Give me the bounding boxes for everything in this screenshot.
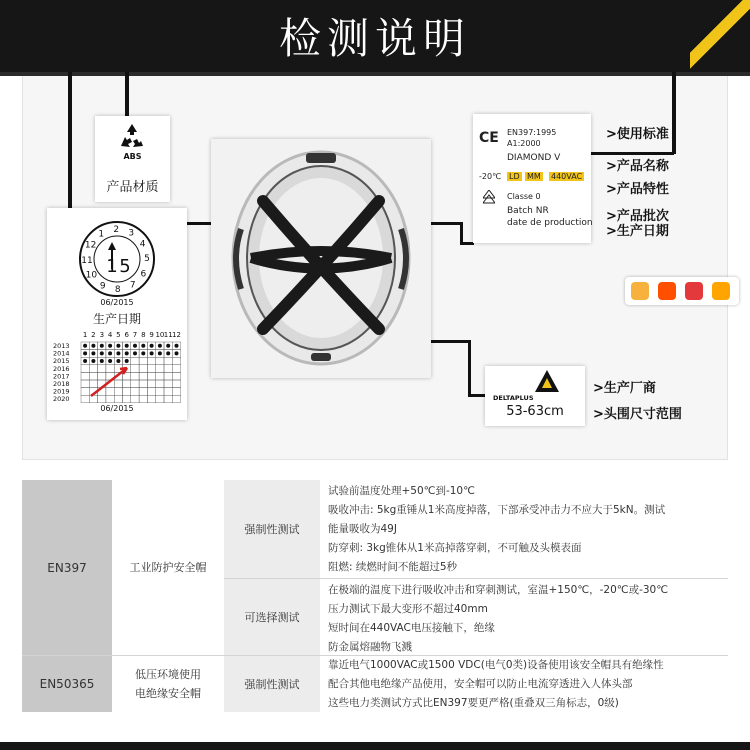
standard-cell: EN50365 bbox=[22, 656, 112, 712]
grid-cell bbox=[172, 380, 180, 388]
grid-cell bbox=[164, 380, 172, 388]
grid-cell bbox=[89, 395, 97, 403]
grid-year-label: 2017 bbox=[53, 372, 70, 381]
desc-line: 短时间在440VAC电压接触下，绝缘 bbox=[328, 622, 495, 634]
connector-line bbox=[468, 394, 486, 397]
grid-cell bbox=[156, 380, 164, 388]
test-type-cell: 强制性测试 bbox=[224, 656, 320, 712]
grid-cell bbox=[89, 372, 97, 380]
grid-dot bbox=[141, 351, 145, 355]
grid-cell bbox=[123, 380, 131, 388]
standard-cell: EN397 bbox=[22, 480, 112, 655]
grid-dot bbox=[83, 351, 87, 355]
desc-line: 靠近电气1000VAC或1500 VDC(电气0类)设备使用该安全帽具有绝缘性 bbox=[328, 659, 664, 671]
material-caption: 产品材质 bbox=[106, 180, 159, 195]
desc-line: 吸收冲击: 5kg重锤从1米高度掉落，下部承受冲击力不应大于5kN。测试 bbox=[328, 504, 666, 516]
grid-month-label: 12 bbox=[172, 331, 181, 339]
test-desc-cell bbox=[320, 480, 728, 578]
annotation-maker: >生产厂商 bbox=[593, 381, 656, 396]
grid-dot bbox=[125, 344, 129, 348]
annotation-batch: >产品批次 bbox=[606, 209, 669, 224]
grid-dot bbox=[116, 351, 120, 355]
product-type-line: 电绝缘安全帽 bbox=[135, 687, 201, 700]
grid-cell bbox=[98, 395, 106, 403]
grid-year-label: 2020 bbox=[53, 395, 70, 404]
grid-cell bbox=[164, 395, 172, 403]
grid-dot bbox=[175, 351, 179, 355]
dial-number: 2 bbox=[113, 225, 120, 235]
annotation-feature: >产品特性 bbox=[606, 182, 669, 197]
desc-line: 阻燃: 续燃时间不能超过5秒 bbox=[328, 561, 458, 573]
grid-cell bbox=[114, 388, 122, 396]
grid-cell bbox=[172, 388, 180, 396]
test-desc-cell bbox=[320, 656, 728, 712]
dial-date-text: 06/2015 bbox=[100, 298, 134, 307]
grid-month-label: 3 bbox=[99, 331, 105, 339]
brand-card bbox=[485, 366, 585, 426]
dial-number: 7 bbox=[129, 280, 136, 291]
connector-line bbox=[468, 340, 471, 396]
grid-dot bbox=[158, 351, 162, 355]
page-title: 检测说明 bbox=[278, 14, 471, 63]
material-card bbox=[95, 116, 170, 202]
tmall-icon[interactable] bbox=[685, 282, 703, 300]
deltaplus-logo-icon bbox=[535, 370, 559, 396]
date-dial bbox=[77, 220, 157, 302]
annotation-size: >头围尺寸范围 bbox=[593, 407, 682, 422]
grid-dot bbox=[150, 344, 154, 348]
material-code: ABS bbox=[123, 152, 142, 161]
label-ld: LD bbox=[509, 172, 520, 181]
ce-mark: CE bbox=[479, 130, 499, 146]
grid-cell bbox=[139, 357, 147, 365]
desc-line: 能量吸收为49J bbox=[328, 523, 397, 535]
grid-dot bbox=[141, 344, 145, 348]
product-type-cell bbox=[112, 656, 224, 712]
grid-cell bbox=[89, 380, 97, 388]
grid-cell bbox=[139, 380, 147, 388]
grid-cell bbox=[81, 365, 89, 373]
grid-cell bbox=[172, 357, 180, 365]
grid-dot bbox=[166, 344, 170, 348]
grid-dot bbox=[158, 344, 162, 348]
dial-year: 5 bbox=[119, 256, 131, 277]
grid-cell bbox=[131, 388, 139, 396]
product-type-cell: 工业防护安全帽 bbox=[112, 480, 224, 655]
footer-bar bbox=[0, 742, 750, 750]
grid-cell bbox=[81, 380, 89, 388]
grid-cell bbox=[81, 372, 89, 380]
test-desc-cell bbox=[320, 579, 728, 655]
label-classe: Classe 0 bbox=[507, 192, 541, 201]
product-label-card bbox=[473, 114, 591, 243]
grid-dot bbox=[108, 351, 112, 355]
grid-month-label: 2 bbox=[91, 331, 96, 339]
grid-cell bbox=[156, 395, 164, 403]
grid-cell bbox=[156, 365, 164, 373]
grid-cell bbox=[123, 388, 131, 396]
grid-month-label: 1 bbox=[82, 331, 88, 339]
grid-month-label: 8 bbox=[141, 331, 146, 339]
grid-dot bbox=[91, 344, 95, 348]
grid-cell bbox=[156, 372, 164, 380]
production-date-card bbox=[47, 208, 187, 420]
grid-month-label: 6 bbox=[124, 331, 129, 339]
grid-cell bbox=[98, 365, 106, 373]
grid-dot bbox=[125, 351, 129, 355]
dial-number: 5 bbox=[144, 254, 150, 265]
grid-dot bbox=[116, 344, 120, 348]
head-size-range: 53-63cm bbox=[506, 404, 564, 419]
connector-line bbox=[460, 222, 463, 244]
grid-cell bbox=[172, 395, 180, 403]
dial-number: 12 bbox=[84, 240, 97, 251]
grid-month-label: 5 bbox=[116, 331, 121, 339]
store-badges[interactable] bbox=[625, 277, 739, 305]
desc-line: 试验前温度处理+50℃到-10℃ bbox=[328, 485, 475, 497]
grid-dot bbox=[175, 344, 179, 348]
test-table bbox=[22, 480, 728, 712]
grid-month-label: 4 bbox=[107, 331, 113, 339]
test-type-cell: 可选择测试 bbox=[224, 579, 320, 655]
label-temp: -20℃ bbox=[479, 172, 502, 181]
grid-year-label: 2014 bbox=[53, 349, 70, 358]
date-caption: 生产日期 bbox=[92, 312, 141, 326]
grid-cell bbox=[114, 395, 122, 403]
dial-number: 10 bbox=[85, 270, 98, 281]
connector-line bbox=[68, 72, 72, 208]
label-batch: Batch NR bbox=[507, 206, 549, 216]
grid-cell bbox=[139, 388, 147, 396]
desc-line: 压力测试下最大变形不超过40mm bbox=[328, 603, 488, 615]
dial-number: 6 bbox=[140, 269, 147, 280]
grid-cell bbox=[164, 357, 172, 365]
grid-cell bbox=[106, 388, 114, 396]
grid-month-label: 7 bbox=[132, 331, 138, 339]
grid-cell bbox=[139, 395, 147, 403]
grid-cell bbox=[147, 357, 155, 365]
connector-line bbox=[125, 72, 129, 116]
grid-cell bbox=[147, 365, 155, 373]
grid-cell bbox=[164, 372, 172, 380]
grid-cell bbox=[164, 388, 172, 396]
grid-cell bbox=[89, 365, 97, 373]
grid-cell bbox=[139, 372, 147, 380]
grid-dot bbox=[100, 344, 104, 348]
dial-number: 4 bbox=[139, 239, 146, 250]
grid-cell bbox=[114, 380, 122, 388]
grid-cell bbox=[164, 365, 172, 373]
date-grid bbox=[51, 328, 185, 408]
grid-cell bbox=[131, 372, 139, 380]
label-volt: 440VAC bbox=[551, 172, 583, 181]
grid-dot bbox=[116, 359, 120, 363]
grid-dot bbox=[100, 351, 104, 355]
grid-dot bbox=[91, 351, 95, 355]
grid-month-label: 9 bbox=[149, 331, 154, 339]
grid-cell bbox=[123, 395, 131, 403]
grid-cell bbox=[131, 380, 139, 388]
dial-number: 3 bbox=[128, 228, 135, 239]
grid-year-label: 2019 bbox=[53, 387, 70, 396]
desc-line: 在极端的温度下进行吸收冲击和穿刺测试，室温+150℃，-20℃或-30℃ bbox=[328, 584, 669, 596]
product-type-line: 低压环境使用 bbox=[135, 668, 201, 681]
dial-number: 9 bbox=[99, 281, 106, 292]
grid-year-label: 2016 bbox=[53, 364, 70, 373]
grid-date-text: 06/2015 bbox=[100, 404, 134, 413]
dial-number: 11 bbox=[81, 255, 93, 266]
grid-year-label: 2015 bbox=[53, 357, 70, 366]
grid-dot bbox=[133, 351, 137, 355]
desc-line: 配合其他电绝缘产品使用，安全帽可以防止电流穿透进入人体头部 bbox=[328, 678, 633, 690]
grid-dot bbox=[83, 359, 87, 363]
grid-cell bbox=[147, 395, 155, 403]
shiba-icon[interactable] bbox=[631, 282, 649, 300]
annotation-standard: >使用标准 bbox=[606, 127, 669, 142]
brand-name: DELTAPLUS bbox=[493, 394, 534, 402]
test-type-cell: 强制性测试 bbox=[224, 480, 320, 578]
grid-cell bbox=[131, 365, 139, 373]
grid-dot bbox=[108, 344, 112, 348]
label-standard: EN397:1995 bbox=[507, 128, 557, 137]
annotation-name: >产品名称 bbox=[606, 159, 669, 174]
grid-month-label: 10 bbox=[155, 331, 165, 339]
grid-dot bbox=[108, 359, 112, 363]
grid-dot bbox=[91, 359, 95, 363]
grid-cell bbox=[106, 365, 114, 373]
grid-cell bbox=[81, 395, 89, 403]
grid-cell bbox=[139, 365, 147, 373]
grid-dot bbox=[166, 351, 170, 355]
grid-dot bbox=[100, 359, 104, 363]
grid-month-label: 11 bbox=[163, 331, 173, 339]
dial-number: 8 bbox=[114, 285, 121, 295]
connector-line bbox=[460, 242, 474, 245]
grid-cell bbox=[147, 372, 155, 380]
grid-cell bbox=[131, 395, 139, 403]
helmet-image bbox=[211, 139, 431, 378]
label-date-prod: date de production bbox=[507, 218, 593, 228]
grid-cell bbox=[172, 372, 180, 380]
grid-dot bbox=[133, 344, 137, 348]
grid-cell bbox=[98, 372, 106, 380]
grid-dot bbox=[150, 351, 154, 355]
grid-year-label: 2018 bbox=[53, 380, 70, 388]
grid-cell bbox=[147, 380, 155, 388]
recycle-icon bbox=[117, 122, 147, 154]
dial-month: 1 bbox=[106, 256, 118, 277]
grid-cell bbox=[81, 388, 89, 396]
desc-line: 这些电力类测试方式比EN397要更严格(重叠双三角标志，0级) bbox=[328, 697, 619, 709]
desc-line: 防金属熔融物飞溅 bbox=[328, 641, 412, 653]
annotation-date: >生产日期 bbox=[606, 224, 669, 239]
desc-line: 防穿刺: 3kg锥体从1米高掉落穿刺，不可触及头模表面 bbox=[328, 542, 582, 554]
grid-cell bbox=[131, 357, 139, 365]
grid-cell bbox=[156, 357, 164, 365]
grid-cell bbox=[172, 365, 180, 373]
grid-cell bbox=[156, 388, 164, 396]
dial-number: 1 bbox=[98, 229, 105, 240]
double-triangle-icon bbox=[483, 190, 495, 206]
label-amendment: A1:2000 bbox=[507, 139, 541, 148]
grid-cell bbox=[147, 388, 155, 396]
taobao-icon[interactable] bbox=[658, 282, 676, 300]
connector-line bbox=[672, 72, 676, 154]
grid-cell bbox=[106, 395, 114, 403]
alipay-icon[interactable] bbox=[712, 282, 730, 300]
label-product: DIAMOND V bbox=[507, 153, 561, 163]
label-mm: MM bbox=[527, 172, 541, 181]
grid-year-label: 2013 bbox=[53, 342, 70, 350]
grid-dot bbox=[83, 344, 87, 348]
grid-dot bbox=[125, 359, 129, 363]
